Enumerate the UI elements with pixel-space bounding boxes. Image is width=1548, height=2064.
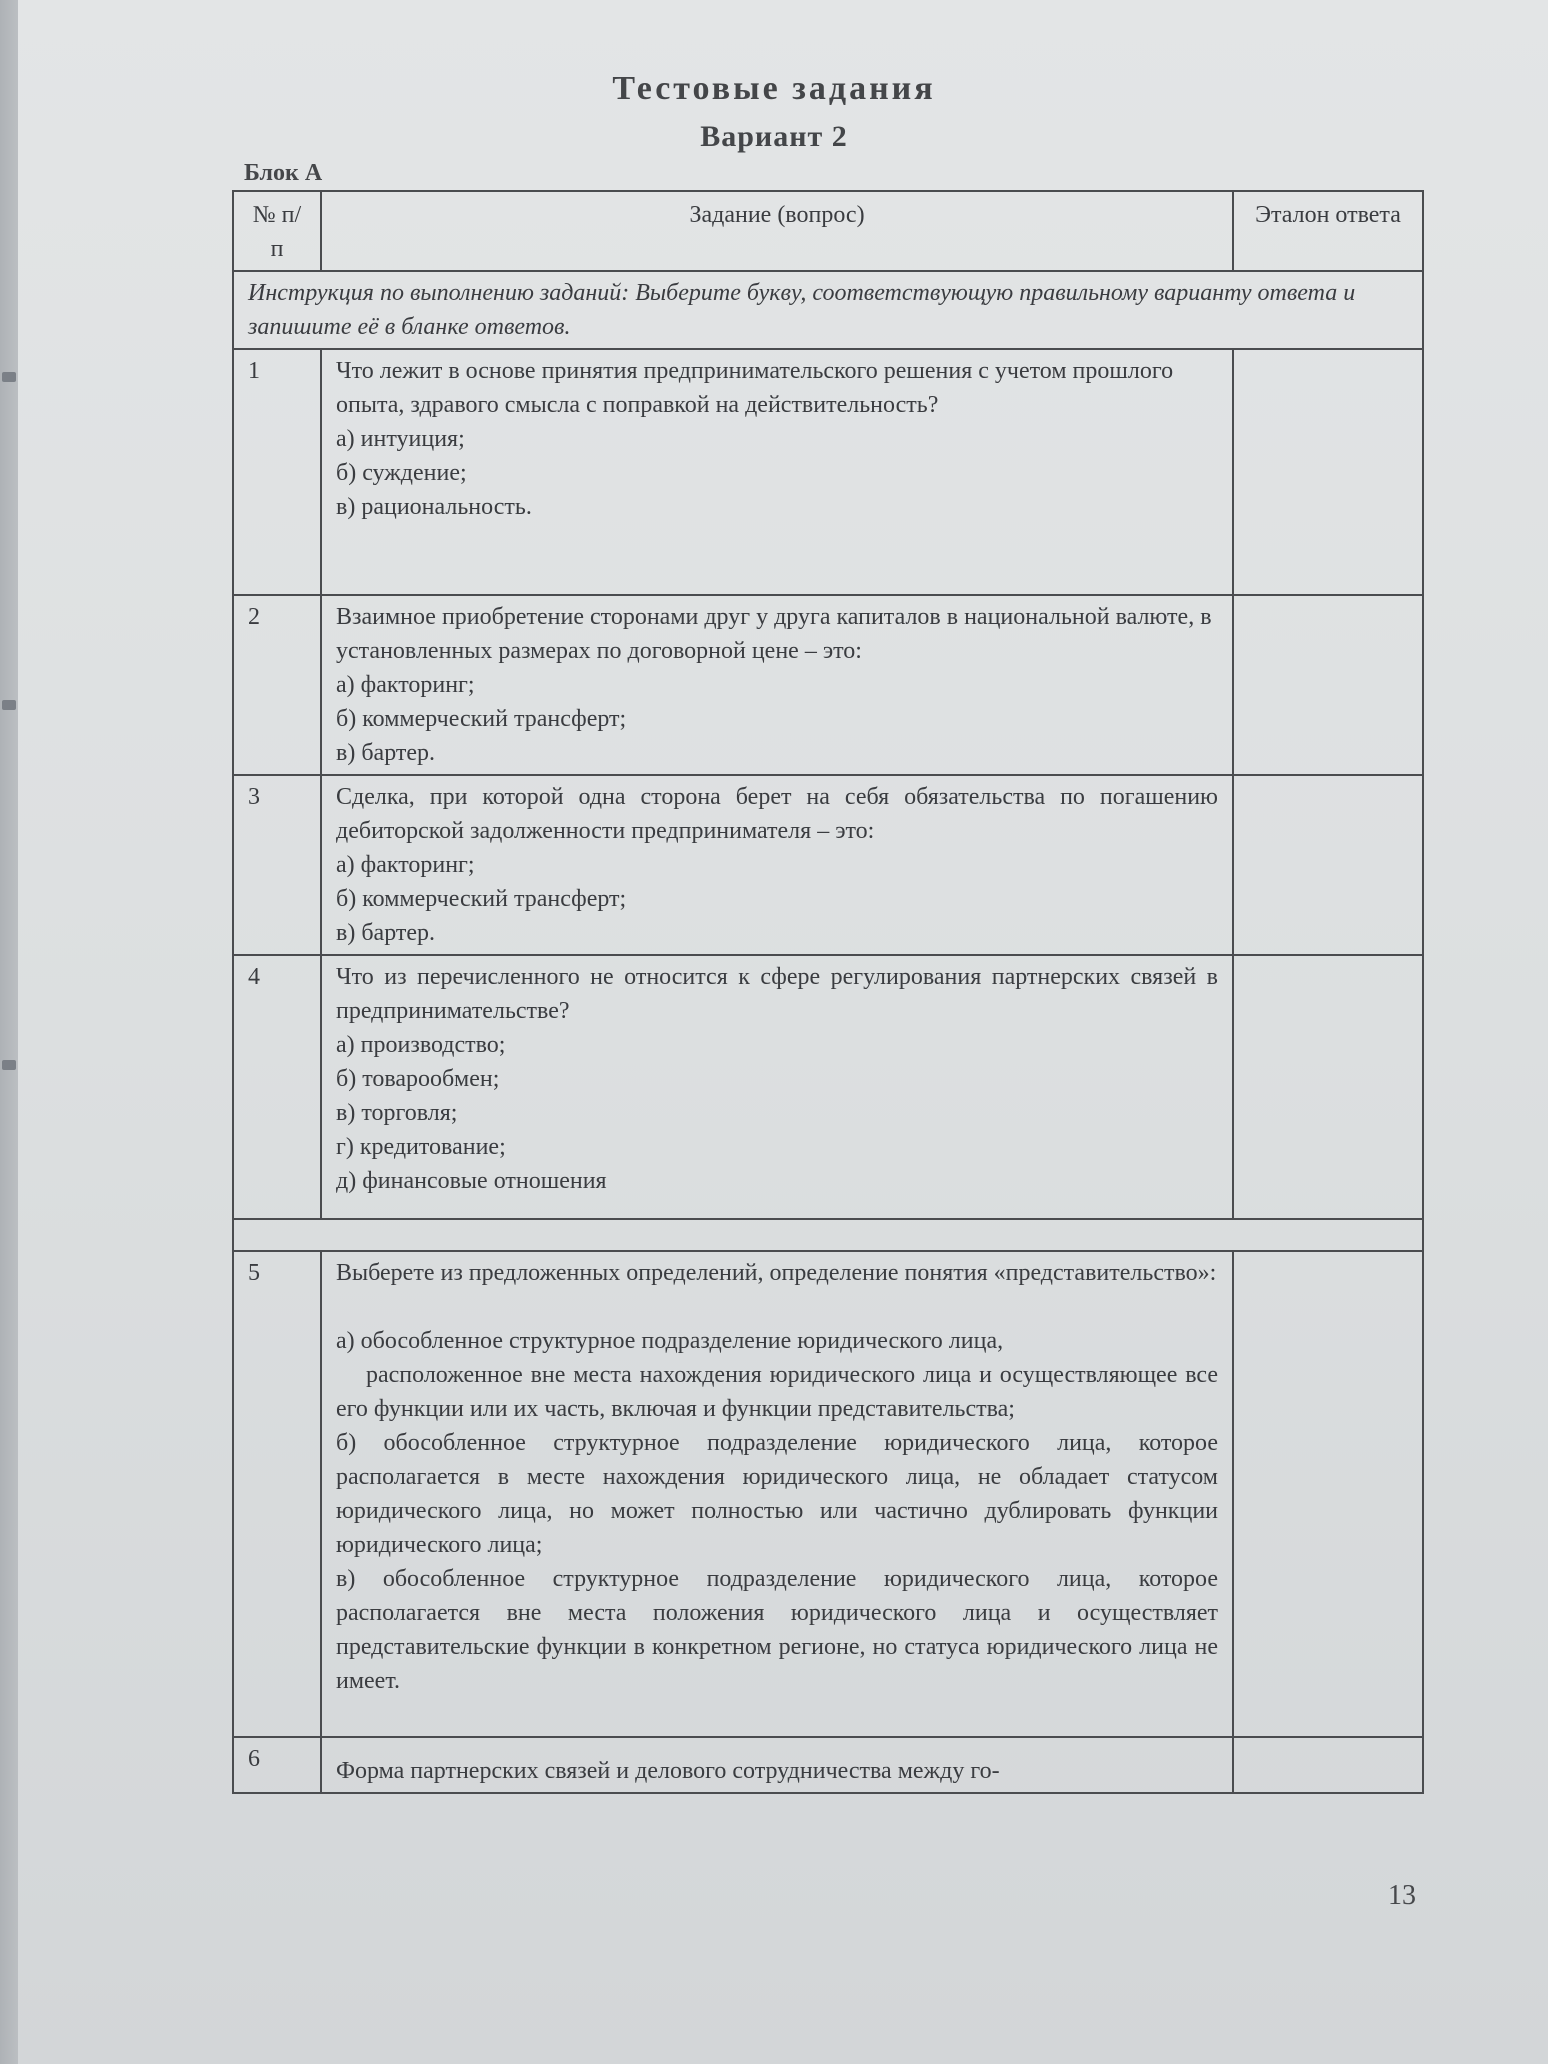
blank-line — [336, 1290, 1218, 1324]
instruction-text: Инструкция по выполнению заданий: Выберите букву, соответствующую правильному варианту ответа и запишите её в бланке ответов. — [233, 271, 1423, 349]
answer-cell[interactable] — [1233, 595, 1423, 775]
question-text: Что лежит в основе принятия предпринимательского решения с учетом прошлого опыта, здравого смысла с поправкой на действительность? — [336, 358, 1174, 418]
row-number: 3 — [233, 775, 321, 955]
page-number: 13 — [1388, 1880, 1416, 1911]
answer-option: а) производство; — [336, 1032, 506, 1058]
binding-mark-icon — [2, 372, 16, 382]
table-row — [233, 349, 1423, 595]
row-number: 6 — [233, 1737, 321, 1793]
answer-cell[interactable] — [1233, 1737, 1423, 1793]
answer-option: б) обособленное структурное подразделение юридического лица, которое располагается в месте нахождения юридического лица, не обладает статусом юридического лица, но может полностью или частично дублировать функции юридического лица; — [336, 1430, 1218, 1558]
row-number: 2 — [233, 595, 321, 775]
answer-option: в) рациональность. — [336, 494, 532, 520]
binding-mark-icon — [2, 1060, 16, 1070]
answer-option: в) обособленное структурное подразделение юридического лица, которое располагается вне места положения юридического лица и осуществляет представительские функции в конкретном регионе, но статуса юридического лица не имеет. — [336, 1566, 1218, 1694]
variant-title: Вариант 2 — [700, 120, 848, 153]
answer-option: а) факторинг; — [336, 852, 475, 878]
question-text: Форма партнерских связей и делового сотрудничества между го- — [336, 1758, 1000, 1784]
table-row — [233, 595, 1423, 775]
answer-option: б) коммерческий трансферт; — [336, 706, 627, 732]
instruction-row — [233, 271, 1423, 349]
question-cell — [321, 1737, 1233, 1793]
binding-mark-icon — [2, 700, 16, 710]
question-cell — [321, 595, 1233, 775]
column-header-num: № п/п — [233, 191, 321, 271]
page-title: Тестовые задания — [612, 70, 936, 107]
blank-line — [336, 1698, 1218, 1732]
question-text: Взаимное приобретение сторонами друг у друга капиталов в национальной валюте, в установленных размерах по договорной цене – это: — [336, 604, 1212, 664]
answer-option: в) торговля; — [336, 1100, 458, 1126]
answer-option: а) факторинг; — [336, 672, 475, 698]
answer-cell[interactable] — [1233, 349, 1423, 595]
answer-option: д) финансовые отношения — [336, 1168, 607, 1194]
answer-option-continuation: расположенное вне места нахождения юридического лица и осуществляющее все его функции или их часть, включая и функции представительства; — [336, 1362, 1218, 1422]
answer-option: б) коммерческий трансферт; — [336, 886, 627, 912]
table-row — [233, 775, 1423, 955]
table-header-row — [233, 191, 1423, 271]
question-text: Сделка, при которой одна сторона берет на себя обязательства по погашению дебиторской задолженности предпринимателя – это: — [336, 784, 1218, 844]
question-text: Что из перечисленного не относится к сфере регулирования партнерских связей в предпринимательстве? — [336, 964, 1218, 1024]
answer-option: в) бартер. — [336, 920, 436, 946]
test-table — [232, 190, 1424, 1794]
answer-option: а) обособленное структурное подразделение юридического лица, — [336, 1328, 1004, 1354]
column-header-answer: Эталон ответа — [1233, 191, 1423, 271]
answer-option: в) бартер. — [336, 740, 436, 766]
question-cell — [321, 955, 1233, 1219]
question-cell — [321, 775, 1233, 955]
spacer-row — [233, 1219, 1423, 1251]
row-number: 5 — [233, 1251, 321, 1737]
answer-option: г) кредитование; — [336, 1134, 506, 1160]
table-row — [233, 1251, 1423, 1737]
answer-cell[interactable] — [1233, 1251, 1423, 1737]
block-label: Блок А — [244, 160, 323, 186]
table-row — [233, 1737, 1423, 1793]
spacer-cell — [233, 1219, 1423, 1251]
row-number: 1 — [233, 349, 321, 595]
row-number: 4 — [233, 955, 321, 1219]
question-text: Выберете из предложенных определений, определение понятия «представительство»: — [336, 1260, 1217, 1286]
column-header-task: Задание (вопрос) — [321, 191, 1233, 271]
answer-cell[interactable] — [1233, 955, 1423, 1219]
answer-option: б) товарообмен; — [336, 1066, 500, 1092]
question-cell — [321, 349, 1233, 595]
answer-option: б) суждение; — [336, 460, 467, 486]
answer-option: а) интуиция; — [336, 426, 465, 452]
table-row — [233, 955, 1423, 1219]
answer-cell[interactable] — [1233, 775, 1423, 955]
question-cell — [321, 1251, 1233, 1737]
